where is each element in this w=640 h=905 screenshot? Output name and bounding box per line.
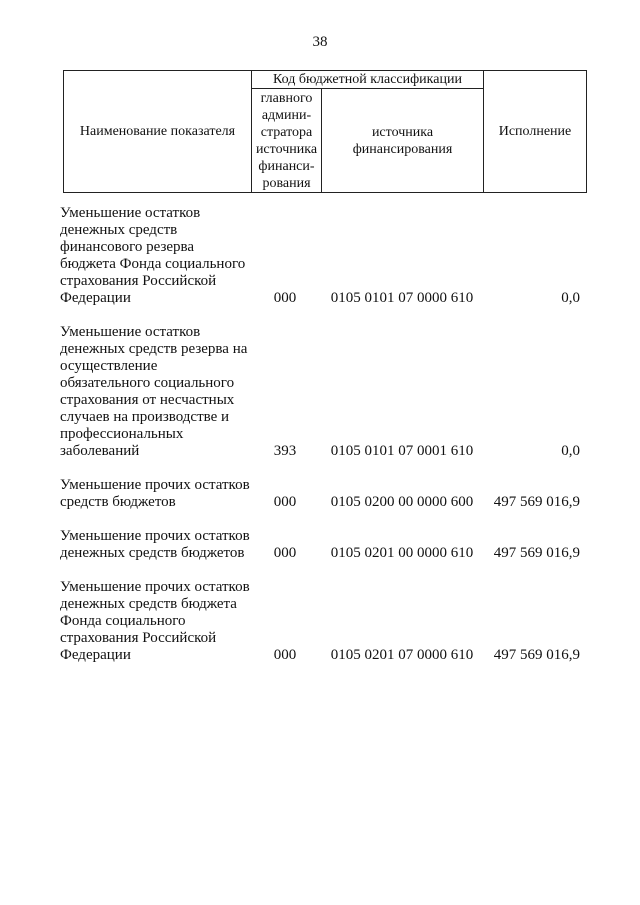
- table-row: [0, 579, 640, 664]
- table-body: [0, 205, 640, 664]
- row-name: Уменьшение остатков денежных средств резерва на осуществление обязательного социального страхования от несчастных случаев на производстве и профессиональных заболеваний: [60, 324, 248, 459]
- row-source-code: 0105 0101 07 0001 610: [330, 443, 474, 459]
- row-source-code: 0105 0201 07 0000 610: [330, 647, 474, 663]
- row-value: 497 569 016,9: [493, 647, 580, 663]
- row-admin-code: 000: [273, 545, 297, 561]
- header-name-column: Наименование показателя: [64, 71, 252, 193]
- row-value: 0,0: [561, 443, 580, 459]
- row-name: Уменьшение прочих остатков средств бюджетов: [60, 477, 250, 510]
- row-source-code: 0105 0201 00 0000 610: [330, 545, 474, 561]
- row-name: Уменьшение остатков денежных средств финансового резерва бюджета Фонда социального страхования Российской Федерации: [60, 205, 246, 306]
- row-admin-code: 000: [273, 290, 297, 306]
- table-header: [63, 70, 587, 193]
- row-admin-code: 393: [273, 443, 297, 459]
- row-value: 497 569 016,9: [493, 545, 580, 561]
- row-value: 0,0: [561, 290, 580, 306]
- row-source-code: 0105 0101 07 0000 610: [330, 290, 474, 306]
- table-row: [0, 205, 640, 307]
- row-name: Уменьшение прочих остатков денежных средств бюджетов: [60, 528, 250, 561]
- table-row: [0, 477, 640, 511]
- row-source-code: 0105 0200 00 0000 600: [330, 494, 474, 510]
- header-source-column: источника финансирования: [322, 89, 484, 193]
- header-code-group: Код бюджетной классификации: [252, 71, 484, 89]
- row-admin-code: 000: [273, 494, 297, 510]
- header-admin-column: главного админи-стратора источника финанси-рования: [252, 89, 322, 193]
- row-name: Уменьшение прочих остатков денежных средств бюджета Фонда социального страхования Российской Федерации: [60, 579, 250, 663]
- table-row: [0, 324, 640, 460]
- table-row: [0, 528, 640, 562]
- row-value: 497 569 016,9: [493, 494, 580, 510]
- header-value-column: Исполнение: [484, 71, 587, 193]
- page-number: 38: [312, 34, 328, 50]
- row-admin-code: 000: [273, 647, 297, 663]
